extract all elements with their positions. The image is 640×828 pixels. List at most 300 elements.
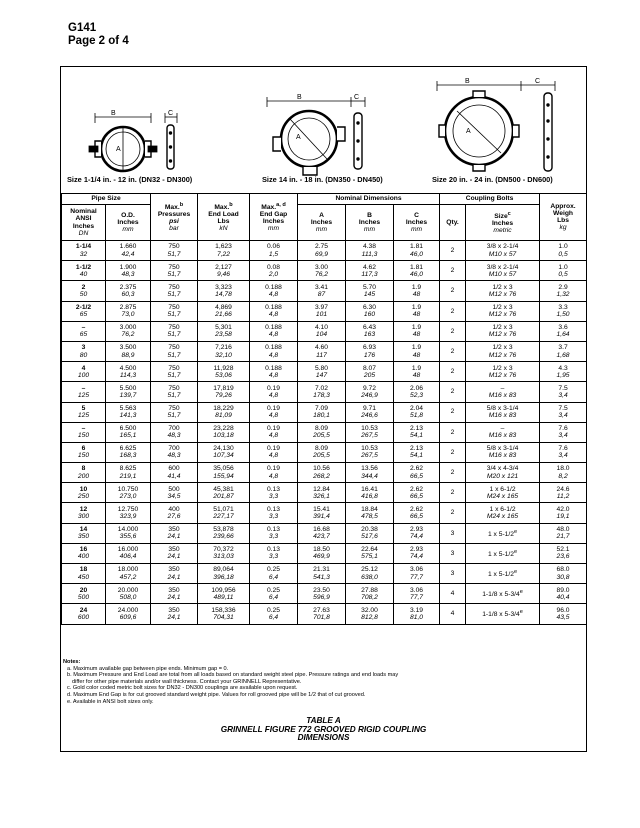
value-imperial: 750 [168,324,180,332]
value-metric: 246,9 [361,391,378,399]
value-metric: 53,06 [215,371,232,379]
value-imperial: 750 [168,263,180,271]
value-imperial: – [500,384,505,392]
cell-end-load [198,523,250,543]
header-text: Weigh [553,209,573,217]
value-imperial: 0.25 [266,586,281,594]
value-metric: 125 [77,412,90,420]
value-metric: 111,3 [361,250,378,258]
value-metric: 141,3 [119,412,137,420]
value-imperial: 3 [81,344,86,352]
value-imperial: 18.0 [556,465,570,473]
header-text: End Gap [259,210,288,218]
value-imperial: 0.19 [266,445,281,453]
value-imperial: 2.62 [410,485,424,493]
notes [63,659,583,705]
cell-dim-b [346,362,394,382]
cell-dim-c [394,503,440,523]
value-imperial: 7.6 [558,445,568,453]
value-metric: M12 x 76 [488,290,517,298]
value-imperial: 23.50 [313,586,330,594]
cell-weight [540,483,587,503]
value-imperial: 2.375 [119,283,137,291]
cell-qty [440,463,466,483]
cell-dim-c [394,564,440,584]
cell-pressure [151,321,198,341]
cell-od [106,321,151,341]
value-metric: 21,66 [215,311,232,319]
cell-qty [440,503,466,523]
value-qty: 3 [450,529,455,537]
cell-pressure [151,422,198,442]
cell-dim-b [346,301,394,321]
value-metric: 114,3 [119,371,137,379]
value-metric: M16 x 83 [488,432,517,440]
cell-end-load [198,564,250,584]
value-imperial: 0.19 [266,384,281,392]
cell-qty [440,301,466,321]
value-metric: 51,7 [167,250,181,258]
value-metric: 609,6 [119,613,137,621]
value-imperial: 16 [79,546,88,554]
value-imperial: 16.68 [313,526,330,534]
cell-pressure [151,402,198,422]
cell-bolt-size [466,604,540,624]
footnote-marker: e [513,548,518,555]
value-imperial: 1/2 x 3 [492,303,513,311]
value-imperial: 1-1/2 [75,263,92,271]
value-metric: 51,7 [167,290,181,298]
value-imperial: 20.38 [361,526,378,534]
value-imperial: 18.84 [361,505,378,513]
value-imperial: 4.60 [314,344,329,352]
value-metric: 406,4 [119,553,137,561]
value-imperial: 27.63 [313,606,330,614]
cell-end-gap [250,483,298,503]
table-row [62,523,587,543]
value-imperial: 3/8 x 2-1/4 [486,263,519,271]
value-imperial: 3/8 x 2-1/4 [486,243,519,251]
cell-end-load [198,241,250,261]
value-imperial: 750 [168,364,180,372]
value-metric: 4,8 [268,290,279,298]
value-imperial: 32.00 [361,606,378,614]
value-metric: 1,32 [556,290,570,298]
header-text: Max.$^b$ [164,201,184,211]
value-metric: 76,2 [314,270,329,278]
value-metric: 147 [315,371,328,379]
cell-qty [440,241,466,261]
header-unit: bar [169,225,179,233]
value-imperial: 0.06 [266,243,281,251]
cell-od [106,543,151,563]
value-imperial: 350 [168,526,180,534]
cell-dim-a [298,261,346,281]
dim-label-a: A [466,128,471,135]
table-row [62,442,587,462]
cell-weight [540,442,587,462]
value-imperial: 0.19 [266,465,281,473]
value-metric: 3,3 [268,513,279,521]
cell-end-load [198,503,250,523]
value-metric: 32,10 [215,351,232,359]
cell-dim-a [298,422,346,442]
cell-dim-b [346,442,394,462]
table-caption [61,717,586,743]
cell-dim-c [394,281,440,301]
value-imperial: 10.53 [361,425,378,433]
value-imperial: 1.0 [558,263,568,271]
notes-title: Notes: [63,659,81,665]
value-imperial: 15.41 [313,505,330,513]
value-imperial: 0.188 [265,303,282,311]
cell-end-load [198,483,250,503]
value-imperial: 0.188 [265,364,282,372]
cell-end-gap [250,442,298,462]
caption-line: DIMENSIONS [297,733,350,743]
cell-dim-c [394,523,440,543]
header-unit: psi [169,218,179,226]
value-metric: 66,5 [410,472,424,480]
value-metric: 1,5 [268,250,279,258]
value-imperial: 2 [81,283,86,291]
value-metric: 469,9 [313,553,330,561]
value-metric: 107,34 [213,452,234,460]
cell-dim-a [298,543,346,563]
value-metric: 704,31 [213,613,234,621]
value-imperial: 350 [168,566,180,574]
value-imperial: 0.25 [266,606,281,614]
value-metric: 8,2 [558,472,568,480]
value-imperial: 0.13 [266,505,281,513]
note-item: c. Gold color coded metric bolt sizes for DN32 - DN300 couplings are available upon request. [67,685,298,692]
value-imperial: 25.12 [361,566,378,574]
value-metric: 9,46 [216,270,231,278]
cell-dim-b [346,584,394,604]
document-code: G141 [68,22,97,34]
spec-sheet-frame [60,66,587,752]
cell-bolt-size [466,321,540,341]
value-imperial: 3.000 [119,324,137,332]
table-row [62,261,587,281]
value-imperial: 2.875 [119,303,137,311]
value-imperial: 11,928 [213,364,234,372]
value-imperial: 10 [79,485,88,493]
cell-nominal [62,321,106,341]
value-imperial: 750 [168,303,180,311]
value-imperial: 53,878 [213,526,234,534]
value-imperial: 2-1/2 [75,303,92,311]
value-metric: 23,58 [215,331,232,339]
value-metric: 87 [317,290,326,298]
cell-end-gap [250,281,298,301]
cell-od [106,241,151,261]
col-header-max-pressure [151,194,198,241]
value-metric: 32 [79,250,88,258]
cell-dim-a [298,483,346,503]
value-imperial: 13.56 [361,465,378,473]
cell-end-gap [250,564,298,584]
value-metric: 54,1 [410,452,424,460]
cell-pressure [151,442,198,462]
value-metric: 24,1 [167,593,181,601]
value-imperial: 600 [168,465,180,473]
value-metric: 508,0 [119,593,137,601]
cell-end-gap [250,321,298,341]
value-metric: M12 x 76 [488,371,517,379]
value-metric: 0,5 [558,270,568,278]
cell-od [106,362,151,382]
value-imperial: 4.3 [558,364,568,372]
value-imperial: 2.13 [410,425,424,433]
value-imperial: 1-1/4 [75,243,92,251]
cell-end-gap [250,341,298,361]
cell-nominal [62,503,106,523]
table-row [62,584,587,604]
cell-qty [440,261,466,281]
value-metric: 48 [412,371,421,379]
cell-end-gap [250,382,298,402]
cell-dim-b [346,564,394,584]
value-imperial: 10.53 [361,445,378,453]
value-imperial: 1.660 [119,243,137,251]
value-imperial: 2.04 [410,404,424,412]
cell-qty [440,483,466,503]
value-imperial: 0.188 [265,283,282,291]
cell-weight [540,503,587,523]
value-metric: M10 x 57 [488,270,517,278]
col-header-b: B Inches mm [346,205,394,241]
cell-end-gap [250,362,298,382]
cell-dim-b [346,503,394,523]
value-metric: 21,7 [556,533,570,541]
value-qty: 2 [450,327,455,335]
cell-dim-c [394,422,440,442]
cell-bolt-size [466,584,540,604]
cell-pressure [151,362,198,382]
value-metric: 3,4 [558,432,568,440]
value-metric: 1,50 [556,311,570,319]
value-metric: 500 [77,593,90,601]
value-imperial: 8 [81,465,86,473]
value-imperial: 1.9 [411,303,422,311]
cell-end-gap [250,604,298,624]
value-metric: 178,3 [313,391,330,399]
figure-caption: Size 20 in. - 24 in. (DN500 - DN600) [432,175,553,184]
dim-label-c: C [535,78,541,85]
value-metric: 4,8 [268,412,279,420]
value-metric: 517,6 [361,533,378,541]
cell-bolt-size [466,442,540,462]
value-metric: 3,3 [268,492,279,500]
cell-bolt-size [466,341,540,361]
value-imperial: 6.500 [119,425,137,433]
value-metric: 155,94 [213,472,234,480]
cell-weight [540,281,587,301]
value-imperial: 750 [168,243,180,251]
value-metric: M12 x 76 [488,351,517,359]
value-imperial: 3.06 [410,586,424,594]
cell-bolt-size [466,382,540,402]
value-metric: 48,3 [167,452,181,460]
cell-end-gap [250,503,298,523]
col-header-nominal: Nominal ANSI Inches DN [62,205,106,241]
value-metric: 139,7 [119,391,137,399]
table-row [62,241,587,261]
value-metric: 575,1 [361,553,378,561]
value-metric: 396,18 [213,573,234,581]
value-metric: 239,66 [213,533,234,541]
value-imperial: 0.188 [265,324,282,332]
cell-weight [540,382,587,402]
value-metric: 104 [315,331,328,339]
cell-dim-c [394,483,440,503]
value-metric: 48 [412,351,421,359]
table-row [62,543,587,563]
value-metric: 300 [77,513,90,521]
col-header-max-end-load [198,194,250,241]
value-imperial: 96.0 [556,606,570,614]
value-metric: 168,3 [119,452,137,460]
table-row [62,321,587,341]
value-imperial: 7.6 [558,425,568,433]
cell-nominal [62,463,106,483]
cell-weight [540,564,587,584]
value-qty: 2 [450,469,455,477]
value-imperial: 2,127 [215,263,232,271]
dim-label-b: B [465,78,470,85]
value-imperial: 10.750 [117,485,139,493]
value-imperial: 9.72 [362,384,377,392]
value-metric: 11,2 [556,492,570,500]
value-imperial: 3.19 [410,606,424,614]
cell-end-load [198,382,250,402]
cell-qty [440,362,466,382]
value-metric: 125 [77,391,90,399]
value-metric: 117 [316,351,327,359]
value-imperial: 6.43 [362,324,377,332]
value-imperial: 2.75 [314,243,329,251]
cell-od [106,483,151,503]
value-imperial: 0.19 [266,404,281,412]
value-qty: 2 [450,448,455,456]
cell-qty [440,281,466,301]
footnote-marker: e [519,609,523,616]
value-metric: 51,7 [167,391,181,399]
value-metric: 48,3 [121,270,135,278]
cell-dim-c [394,543,440,563]
page-number: Page 2 of 4 [68,35,129,47]
value-imperial: 1/2 x 3 [492,344,513,352]
coupling-drawing-small [89,113,177,171]
value-metric: 160 [363,311,376,319]
cell-pressure [151,564,198,584]
cell-nominal [62,301,106,321]
cell-pressure [151,341,198,361]
table-row [62,382,587,402]
cell-bolt-size [466,483,540,503]
value-metric: 81,09 [215,412,232,420]
cell-nominal [62,543,106,563]
cell-od [106,463,151,483]
value-metric: 43,5 [556,613,570,621]
cell-end-gap [250,301,298,321]
value-imperial: 8.625 [119,465,137,473]
value-metric: 267,5 [361,452,378,460]
value-metric: 4,8 [268,452,279,460]
value-metric: 51,7 [167,270,181,278]
value-metric: 3,4 [558,412,568,420]
value-imperial: 68.0 [556,566,570,574]
figure-caption: Size 14 in. - 18 in. (DN350 - DN450) [262,175,383,184]
value-imperial: 4.10 [314,324,329,332]
value-metric: 74,4 [410,533,424,541]
value-imperial: 1.9 [411,364,422,372]
value-metric: 51,7 [167,371,181,379]
cell-pressure [151,463,198,483]
cell-weight [540,402,587,422]
cell-dim-c [394,261,440,281]
value-metric: 100 [77,371,90,379]
dim-label-a: A [296,134,301,141]
value-imperial: 5.563 [119,404,137,412]
value-qty: 2 [450,246,455,254]
value-imperial: 750 [168,283,180,291]
value-metric: 88,9 [121,351,135,359]
value-imperial: 89,064 [213,566,234,574]
value-qty: 2 [450,307,455,315]
value-imperial: 2.62 [410,465,424,473]
cell-bolt-size [466,281,540,301]
cell-dim-a [298,321,346,341]
cell-dim-a [298,503,346,523]
value-metric: 268,2 [313,472,330,480]
cell-end-gap [250,463,298,483]
cell-dim-a [298,402,346,422]
value-imperial: 7.09 [314,404,329,412]
cell-weight [540,543,587,563]
cell-qty [440,523,466,543]
value-imperial: 4,869 [215,303,232,311]
value-metric: 23,6 [556,553,570,561]
value-metric: 103,18 [213,432,234,440]
table-row [62,341,587,361]
value-imperial: 2.62 [410,505,424,513]
cell-dim-c [394,301,440,321]
value-metric: 246,6 [361,412,378,420]
value-imperial: 24 [79,606,88,614]
value-imperial: 3.6 [558,324,568,332]
value-metric: 201,87 [213,492,234,500]
value-imperial: 3.7 [558,344,568,352]
value-qty: 2 [450,408,455,416]
cell-od [106,261,151,281]
cell-end-load [198,321,250,341]
value-imperial: 109,956 [211,586,236,594]
cell-dim-c [394,604,440,624]
cell-pressure [151,543,198,563]
cell-dim-a [298,341,346,361]
value-metric: 1,68 [556,351,570,359]
value-imperial: 1.9 [411,283,422,291]
value-imperial: 3.00 [314,263,329,271]
cell-qty [440,422,466,442]
value-imperial: 4.500 [119,364,137,372]
group-header-nominal-dimensions: Nominal Dimensions [298,194,440,205]
cell-od [106,341,151,361]
value-imperial: 750 [168,384,180,392]
col-header-weight [540,194,587,241]
